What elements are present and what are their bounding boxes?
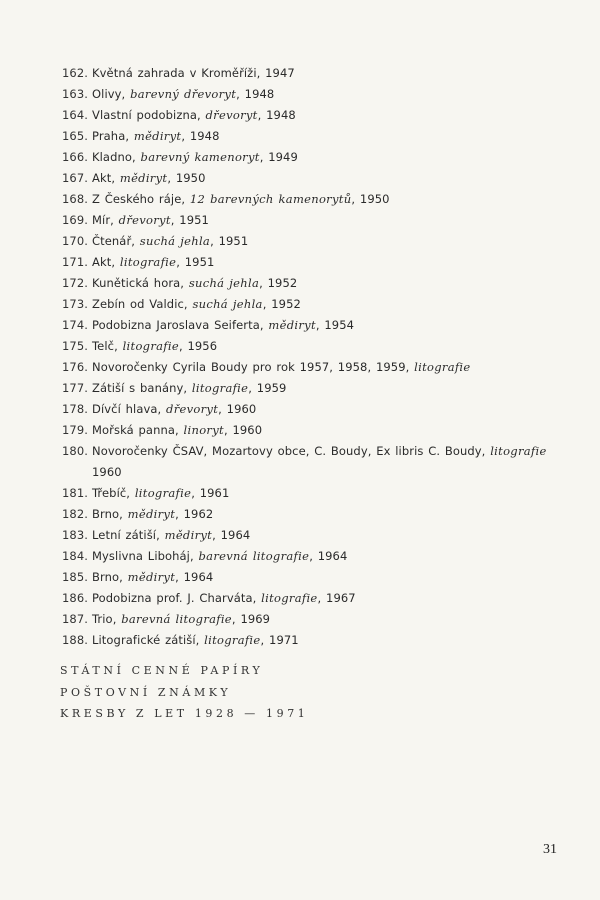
entry-title: Podobizna prof. J. Charváta,: [92, 591, 262, 605]
entry-title: Mír,: [92, 213, 119, 227]
list-item: 186. Podobizna prof. J. Charváta, litografie, 1967: [62, 588, 552, 609]
entry-year: 1952: [271, 297, 301, 311]
entry-technique: litografie: [191, 381, 249, 395]
entry-year: 1952: [267, 276, 298, 290]
entry-number: 176.: [62, 360, 89, 374]
entry-title: Akt,: [92, 255, 120, 269]
entry-year: 1947: [265, 66, 295, 80]
list-item: [62, 357, 552, 378]
entry-title: Květná zahrada v Kroměříži,: [92, 66, 266, 80]
entry-year: 1960: [226, 402, 257, 416]
entry-technique: litografie: [134, 486, 192, 500]
entry-number: 181.: [62, 486, 89, 500]
entry-technique: mědiryt: [133, 129, 182, 143]
entry-technique: barevný dřevoryt: [130, 87, 237, 101]
entry-year: 1959: [256, 381, 287, 395]
entry-title: Olivy,: [92, 87, 131, 101]
entry-number: 165.: [62, 129, 89, 143]
entry-number: 180.: [62, 444, 89, 458]
entry-year: 1956: [187, 339, 218, 353]
entry-year: 1960: [232, 423, 263, 437]
list-item: [62, 441, 552, 483]
entry-year: 1948: [244, 87, 275, 101]
list-item: 178. Dívčí hlava, dřevoryt, 1960: [62, 399, 552, 420]
entry-number: 179.: [62, 423, 89, 437]
entry-year: 1964: [183, 570, 214, 584]
entry-technique: mědiryt: [268, 318, 316, 332]
entry-number: 188.: [62, 633, 89, 647]
entry-title: Podobizna Jaroslava Seiferta,: [92, 318, 269, 332]
entry-technique: barevný kamenoryt: [140, 150, 260, 164]
entry-number: 178.: [62, 402, 89, 416]
list-item: 182. Brno, mědiryt, 1962: [62, 504, 552, 525]
entry-title: Čtenář,: [92, 234, 140, 248]
entry-title: Novoročenky ČSAV, Mozartovy obce, C. Boudy, Ex libris C. Boudy,: [92, 444, 491, 458]
entry-number: 163.: [62, 87, 89, 101]
entry-year: 1950: [359, 192, 390, 206]
entry-year: 1969: [240, 612, 271, 626]
list-item: 174. Podobizna Jaroslava Seiferta, mědiryt, 1954: [62, 315, 552, 336]
entry-title: Trio,: [92, 612, 122, 626]
entry-technique: dřevoryt: [166, 402, 219, 416]
entry-title: Praha,: [92, 129, 134, 143]
entry-title: Zebín od Valdic,: [92, 297, 193, 311]
entry-year: 1964: [220, 528, 251, 542]
list-item: 168. Z Českého ráje, 12 barevných kamenorytů, 1950: [62, 189, 552, 210]
entry-year: 1951: [218, 234, 249, 248]
entry-technique: 12 barevných kamenorytů: [189, 192, 352, 206]
entry-number: 167.: [62, 171, 89, 185]
page-number: 31: [543, 842, 557, 857]
entry-number: 187.: [62, 612, 89, 626]
list-item: 187. Trio, barevná litografie, 1969: [62, 609, 552, 630]
entry-technique: litografie: [204, 633, 261, 647]
entry-year: 1948: [189, 129, 220, 143]
entry-year: 1954: [324, 318, 355, 332]
entry-title: Brno,: [92, 507, 128, 521]
entry-title: Brno,: [92, 570, 128, 584]
entry-year: 1967: [326, 591, 356, 605]
list-item: 184. Myslivna Liboháj, barevná litografie, 1964: [62, 546, 552, 567]
entry-year: 1948: [266, 108, 296, 122]
entry-technique: mědiryt: [164, 528, 213, 542]
list-item: 171. Akt, litografie, 1951: [62, 252, 552, 273]
entry-technique: litografie: [490, 444, 547, 458]
entry-technique: litografie: [119, 255, 177, 269]
list-item: 166. Kladno, barevný kamenoryt, 1949: [62, 147, 552, 168]
entry-year: 1962: [183, 507, 214, 521]
list-item: 169. Mír, dřevoryt, 1951: [62, 210, 552, 231]
entry-number: 164.: [62, 108, 89, 122]
entry-title: Kunětická hora,: [92, 276, 189, 290]
catalog-list: [62, 63, 552, 651]
entry-title: Letní zátiší,: [92, 528, 165, 542]
entry-title: Třebíč,: [92, 486, 135, 500]
entry-title: Litografické zátiší,: [92, 633, 205, 647]
entry-number: 170.: [62, 234, 89, 248]
entry-title: Dívčí hlava,: [92, 402, 167, 416]
entry-title: Mořská panna,: [92, 423, 184, 437]
entry-technique: mědiryt: [119, 171, 168, 185]
list-item: 185. Brno, mědiryt, 1964: [62, 567, 552, 588]
entry-number: 168.: [62, 192, 89, 206]
entry-technique: barevná litografie: [121, 612, 232, 626]
entry-technique: litografie: [414, 360, 471, 374]
entry-technique: dřevoryt: [118, 213, 171, 227]
entry-number: 174.: [62, 318, 89, 332]
section-headings: [60, 660, 308, 725]
entry-number: 175.: [62, 339, 89, 353]
entry-year: 1960: [92, 465, 122, 479]
list-item: 175. Telč, litografie, 1956: [62, 336, 552, 357]
entry-technique: mědiryt: [127, 507, 176, 521]
entry-title: Vlastní podobizna,: [92, 108, 206, 122]
entry-year: 1961: [199, 486, 230, 500]
entry-technique: suchá jehla: [188, 276, 260, 290]
entry-number: 173.: [62, 297, 89, 311]
entry-year: 1971: [269, 633, 299, 647]
entry-year: 1951: [184, 255, 215, 269]
entry-number: 172.: [62, 276, 89, 290]
entry-title: Zátiší s banány,: [92, 381, 192, 395]
list-item: 170. Čtenář, suchá jehla, 1951: [62, 231, 552, 252]
entry-technique: barevná litografie: [198, 549, 310, 563]
list-item: 163. Olivy, barevný dřevoryt, 1948: [62, 84, 552, 105]
entry-number: 171.: [62, 255, 89, 269]
entry-technique: suchá jehla: [192, 297, 263, 311]
entry-year: 1949: [268, 150, 298, 164]
list-item: 173. Zebín od Valdic, suchá jehla, 1952: [62, 294, 552, 315]
entry-title: Myslivna Liboháj,: [92, 549, 199, 563]
list-item: 167. Akt, mědiryt, 1950: [62, 168, 552, 189]
list-item: 177. Zátiší s banány, litografie, 1959: [62, 378, 552, 399]
entry-number: 185.: [62, 570, 89, 584]
entry-technique: litografie: [261, 591, 318, 605]
entry-title: Kladno,: [92, 150, 141, 164]
entry-number: 184.: [62, 549, 89, 563]
entry-title: Telč,: [92, 339, 123, 353]
entry-year: 1964: [317, 549, 348, 563]
list-item: 183. Letní zátiší, mědiryt, 1964: [62, 525, 552, 546]
entry-technique: linoryt: [183, 423, 224, 437]
entry-number: 183.: [62, 528, 89, 542]
entry-title: Novoročenky Cyrila Boudy pro rok 1957, 1958, 1959,: [92, 360, 415, 374]
entry-year: 1951: [179, 213, 209, 227]
entry-number: 186.: [62, 591, 89, 605]
entry-number: 166.: [62, 150, 89, 164]
entry-title: Akt,: [92, 171, 120, 185]
list-item: 179. Mořská panna, linoryt, 1960: [62, 420, 552, 441]
list-item: 164. Vlastní podobizna, dřevoryt, 1948: [62, 105, 552, 126]
list-item: [62, 63, 552, 84]
list-item: 165. Praha, mědiryt, 1948: [62, 126, 552, 147]
list-item: 172. Kunětická hora, suchá jehla, 1952: [62, 273, 552, 294]
entry-technique: litografie: [122, 339, 179, 353]
list-item: 181. Třebíč, litografie, 1961: [62, 483, 552, 504]
section-heading-stamps: POŠTOVNÍ ZNÁMKY: [60, 685, 232, 699]
entry-technique: mědiryt: [127, 570, 176, 584]
section-heading-securities: STÁTNÍ CENNÉ PAPÍRY: [60, 664, 264, 677]
list-item: 188. Litografické zátiší, litografie, 1971: [62, 630, 552, 651]
entry-number: 177.: [62, 381, 89, 395]
entry-number: 162.: [62, 66, 89, 80]
entry-number: 169.: [62, 213, 89, 227]
entry-year: 1950: [175, 171, 206, 185]
entry-technique: suchá jehla: [139, 234, 211, 248]
entry-technique: dřevoryt: [205, 108, 258, 122]
entry-title: Z Českého ráje,: [92, 192, 190, 206]
section-heading-drawings: KRESBY Z LET 1928 — 1971: [60, 707, 309, 720]
entry-number: 182.: [62, 507, 89, 521]
